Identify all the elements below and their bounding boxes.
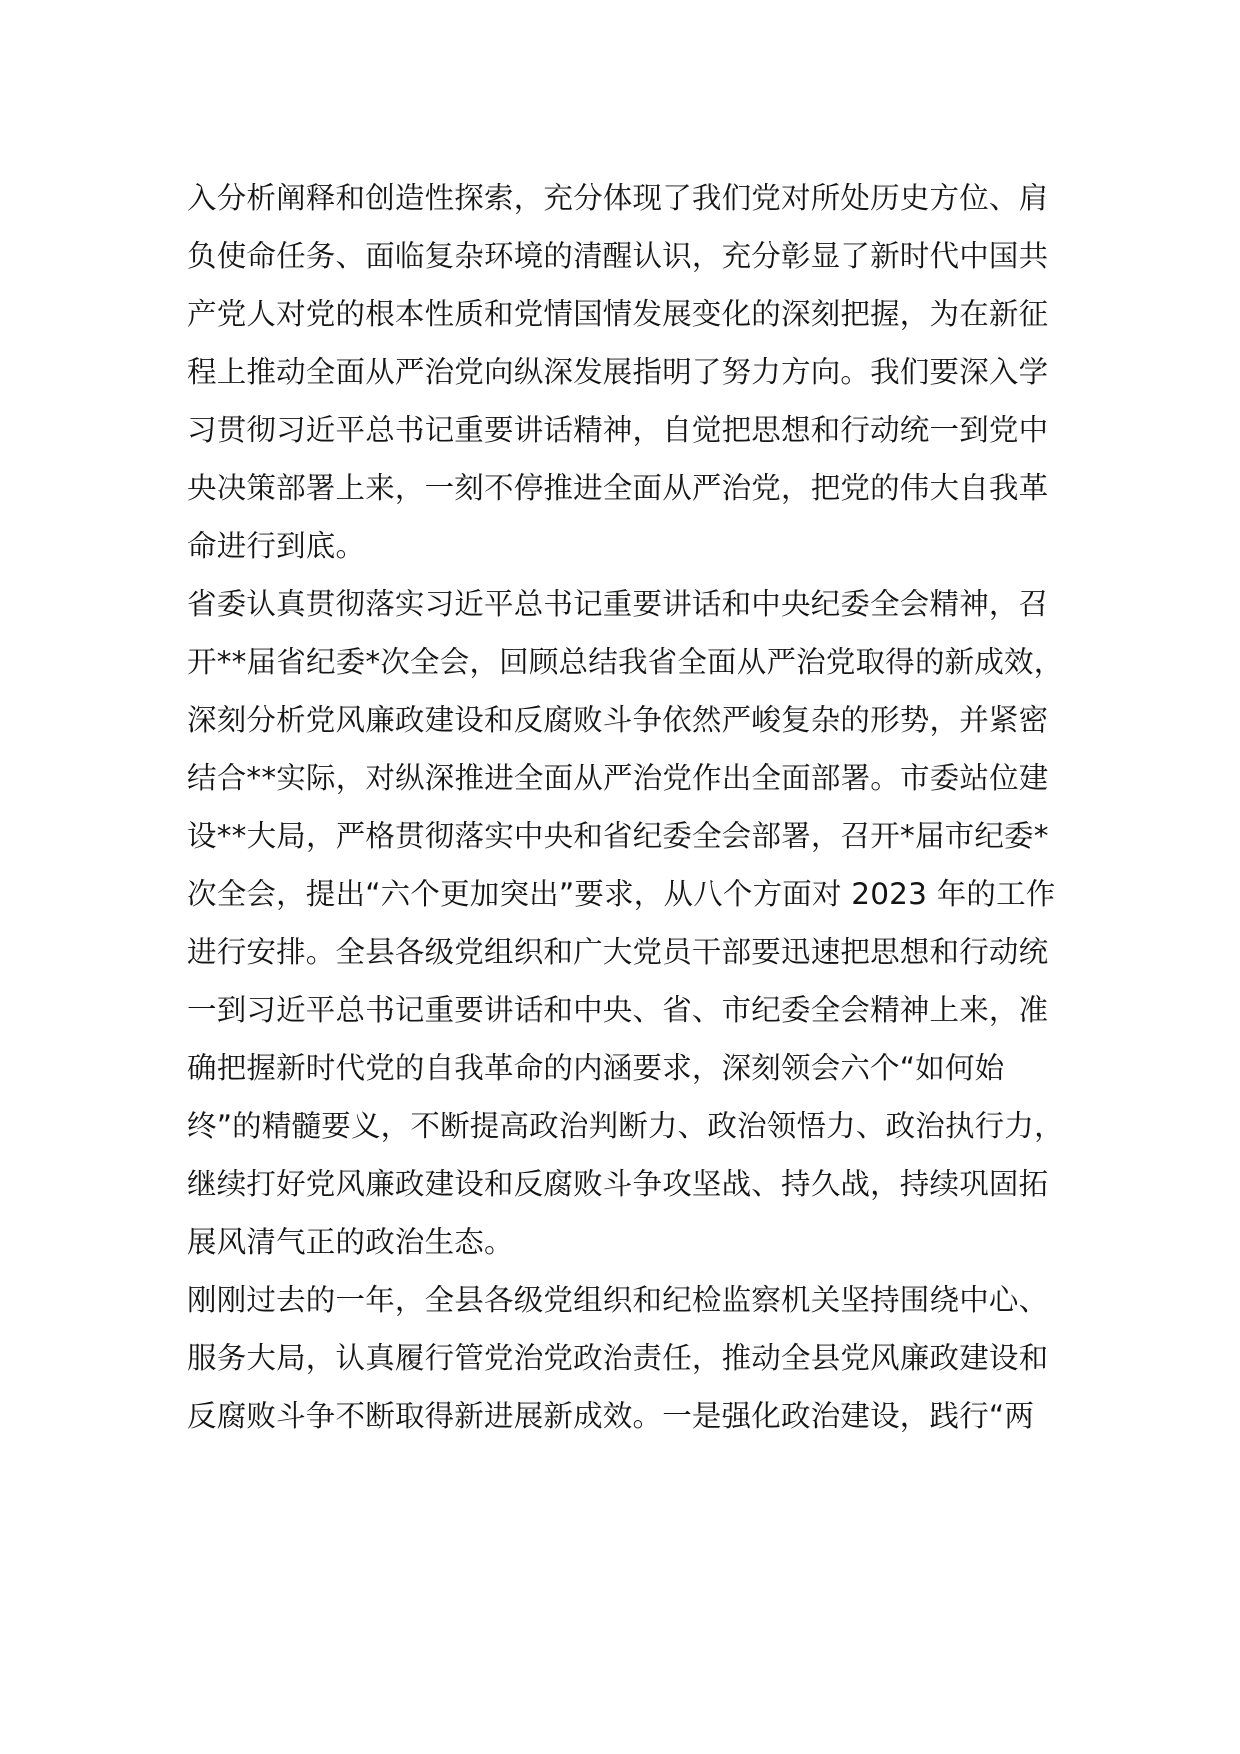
- text-line: 次全会，提出“六个更加突出”要求，从八个方面对 2023 年的工作: [187, 877, 1056, 911]
- text-line: 设**大局，严格贯彻落实中央和省纪委全会部署，召开*届市纪委*: [187, 819, 1049, 853]
- text-line: 产党人对党的根本性质和党情国情发展变化的深刻把握，为在新征: [187, 297, 1049, 331]
- text-line: 省委认真贯彻落实习近平总书记重要讲话和中央纪委全会精神，召: [187, 587, 1049, 621]
- text-line: 刚刚过去的一年，全县各级党组织和纪检监察机关坚持围绕中心、: [187, 1283, 1049, 1317]
- text-line: 结合**实际，对纵深推进全面从严治党作出全面部署。市委站位建: [187, 761, 1049, 795]
- text-line: 央决策部署上来，一刻不停推进全面从严治党，把党的伟大自我革: [187, 471, 1049, 505]
- text-line: 进行安排。全县各级党组织和广大党员干部要迅速把思想和行动统: [187, 935, 1049, 969]
- text-line: 展风清气正的政治生态。: [187, 1225, 514, 1259]
- text-line: 反腐败斗争不断取得新进展新成效。一是强化政治建设，践行“两: [187, 1399, 1035, 1433]
- text-line: 习贯彻习近平总书记重要讲话精神，自觉把思想和行动统一到党中: [187, 413, 1049, 447]
- text-line: 入分析阐释和创造性探索，充分体现了我们党对所处历史方位、肩: [187, 181, 1049, 215]
- text-line: 深刻分析党风廉政建设和反腐败斗争依然严峻复杂的形势，并紧密: [187, 703, 1049, 737]
- text-line: 服务大局，认真履行管党治党政治责任，推动全县党风廉政建设和: [187, 1341, 1049, 1375]
- text-line: 负使命任务、面临复杂环境的清醒认识，充分彰显了新时代中国共: [187, 239, 1049, 273]
- text-line: 程上推动全面从严治党向纵深发展指明了努力方向。我们要深入学: [187, 355, 1049, 389]
- text-line: 开**届省纪委*次全会，回顾总结我省全面从严治党取得的新成效，: [187, 645, 1064, 679]
- text-line: 确把握新时代党的自我革命的内涵要求，深刻领会六个“如何始: [187, 1051, 1005, 1085]
- text-line: 一到习近平总书记重要讲话和中央、省、市纪委全会精神上来，准: [187, 993, 1049, 1027]
- text-line: 终”的精髓要义，不断提高政治判断力、政治领悟力、政治执行力，: [187, 1109, 1064, 1143]
- text-line: 命进行到底。: [187, 529, 366, 563]
- text-line: 继续打好党风廉政建设和反腐败斗争攻坚战、持久战，持续巩固拓: [187, 1167, 1049, 1201]
